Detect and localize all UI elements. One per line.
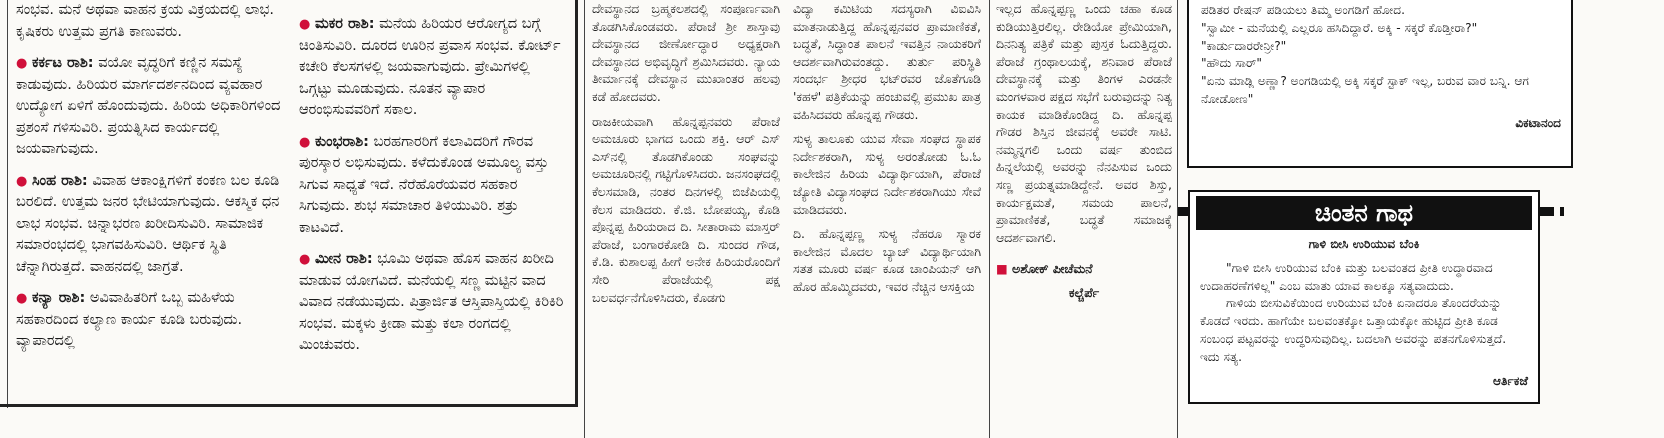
byline [996, 260, 1172, 301]
author-name: ಅಶೋಕ್ ಪೀಚೆಮನೆ [1012, 261, 1093, 277]
article-paragraph: ದಿ. ಹೊನ್ನಪ್ಪಣ್ಣ ಸುಳ್ಯ ನೆಹರೂ ಸ್ಮಾರಕ ಕಾಲೇಜಿನ ಮೊದಲ ಬ್ಯಾಚ್ ವಿದ್ಯಾರ್ಥಿಯಾಗಿ ಸತತ ಮೂರು ವರ್ಷ ಕೂಡ ಚಾಂಪಿಯನ್ ಆಗಿ ಹೊರ ಹೊಮ್ಮಿದವರು, ಇವರ ನೆಚ್ಚಿನ ಆಸಕ್ತಿಯ [793, 226, 981, 294]
chintana-paragraph: "ಗಾಳಿ ಬೀಸಿ ಉರಿಯುವ ಬೆಂಕಿ ಮತ್ತು ಬಲವಂತದ ಪ್ರೀತಿ ಉದ್ಧಾರವಾದ ಉದಾಹರಣೆಗಳಿಲ್ಲ" ಎಂಬ ಮಾತು ಯಾವ ಕಾಲಕ್ಕೂ ಸತ್ಯವಾದುದು. [1200, 260, 1493, 293]
horoscope-intro: ಸಂಭವ. ಮನೆ ಅಥವಾ ವಾಹನ ಕ್ರಯ ವಿಕ್ರಯದಲ್ಲಿ ಲಾಭ. ಕೃಷಿಕರು ಉತ್ತಮ ಪ್ರಗತಿ ಕಾಣುವರು. [16, 2, 274, 40]
box-right-rule [575, 0, 578, 407]
chintana-paragraph: ಗಾಳಿಯ ಬೀಸುವಿಕೆಯಿಂದ ಉರಿಯುವ ಬೆಂಕಿ ಏನಾದರೂ ತೊಂದರೆಯನ್ನು ಕೊಡದೆ ಇರದು. ಹಾಗೆಯೇ ಬಲವಂತಕ್ಕೋ ಒತ್ತಾಯಕ್ಕೋ ಹುಟ್ಟಿದ ಪ್ರೀತಿ ಕೂಡ ಸಂಬಂಧ ಪಟ್ಟವರನ್ನು ಉದ್ಧರಿಸುವುದಿಲ್ಲ. ಬದಲಾಗಿ ಅವರನ್ನು ಪತನಗೊಳಿಸುತ್ತದೆ. ಇದು ಸತ್ಯ. [1200, 296, 1507, 364]
chintana-box [1188, 190, 1540, 404]
joke-line: ಪಡಿತರ ರೇಷನ್ ಪಡಿಯಲು ತಿಮ್ಮ ಅಂಗಡಿಗೆ ಹೋದ. [1201, 3, 1405, 17]
joke-line: "ಕಾರ್ಡುದಾರರೇನ್ರೀ?" [1201, 38, 1287, 53]
column-divider [1177, 0, 1178, 438]
sign-name: ಕನ್ಯಾ ರಾಶಿ: [31, 290, 86, 306]
horoscope-item [16, 171, 284, 279]
sign-text: ಭೂಮಿ ಅಥವಾ ಹೊಸ ವಾಹನ ಖರೀದಿ ಮಾಡುವ ಯೋಗವಿದೆ. ಮನೆಯಲ್ಲಿ ಸಣ್ಣ ಮಟ್ಟಿನ ವಾದ ವಿವಾದ ನಡೆಯುವುದು. ಪಿತ್ರಾರ್ಜಿತ ಆಸ್ತಿಪಾಸ್ತಿಯಲ್ಲಿ ಕಿರಿಕಿರಿ ಸಂಭವ. ಮಕ್ಕಳು ಕ್ರೀಡಾ ಮತ್ತು ಕಲಾ ರಂಗದಲ್ಲಿ ಮಿಂಚುವರು. [299, 251, 564, 353]
column-divider [989, 0, 990, 438]
joke-line: "ಏನು ಮಾಡ್ಲಿ ಅಣ್ಣಾ? ಅಂಗಡಿಯಲ್ಲಿ ಅಕ್ಕಿ ಸಕ್ಕರೆ ಸ್ಟಾಕ್ ಇಲ್ಲ, ಬರುವ ವಾರ ಬನ್ನಿ. ಆಗ ನೋಡೋಣ" [1201, 74, 1529, 106]
horoscope-item [299, 249, 567, 357]
horoscope-item [299, 14, 567, 122]
sign-text: ವಿವಾಹ ಆಕಾಂಕ್ಷಿಗಳಿಗೆ ಕಂಕಣ ಬಲ ಕೂಡಿ ಬರಲಿದೆ. ಉತ್ತಮ ಜನರ ಭೇಟಿಯಾಗುವುದು. ಆಕಸ್ಮಿಕ ಧನ ಲಾಭ ಸಂಭವ. ಚಿನ್ನಾಭರಣ ಖರೀದಿಸುವಿರಿ. ಸಾಮಾಜಿಕ ಸಮಾರಂಭದಲ್ಲಿ ಭಾಗವಹಿಸುವಿರಿ. ಆರ್ಥಿಕ ಸ್ಥಿತಿ ಚೆನ್ನಾಗಿರುತ್ತದೆ. ವಾಹನದಲ್ಲಿ ಜಾಗ್ರತೆ. [16, 172, 280, 275]
author-place: ಕಲ್ಚೆರ್ಪೆ [1068, 284, 1100, 300]
horoscope-item [299, 132, 567, 240]
joke-box [1187, 0, 1573, 168]
sign-text: ಬರಹಗಾರರಿಗೆ ಕಲಾವಿದರಿಗೆ ಗೌರವ ಪುರಸ್ಕಾರ ಲಭಿಸುವುದು. ಕಳೆದುಕೊಂಡ ಅಮೂಲ್ಯ ವಸ್ತು ಸಿಗುವ ಸಾಧ್ಯತೆ ಇದೆ. ನೆರೆಹೊರೆಯವರ ಸಹಕಾರ ಸಿಗುವುದು. ಶುಭ ಸಮಾಚಾರ ತಿಳಿಯುವಿರಿ. ಶತ್ರು ಕಾಟವಿದೆ. [299, 133, 549, 236]
sign-name: ಕುಂಭರಾಶಿ: [314, 133, 369, 150]
sign-text: ಅವಿವಾಹಿತರಿಗೆ ಒಬ್ಬ ಮಹಿಳೆಯ ಸಹಕಾರದಿಂದ ಕಲ್ಯಾಣ ಕಾರ್ಯ ಕೂಡಿ ಬರುವುದು. ವ್ಯಾಪಾರದಲ್ಲಿ [16, 290, 243, 349]
horoscope-item [16, 288, 284, 353]
bullet-icon: ● [299, 17, 311, 32]
horoscope-column-right [299, 0, 567, 414]
joke-line: "ಹೌದು ಸಾರ್" [1201, 56, 1262, 71]
sign-name: ಸಿಂಹ ರಾಶಿ: [31, 172, 88, 189]
bullet-icon: ● [16, 291, 28, 306]
chintana-body [1200, 236, 1528, 390]
chintana-subtitle: ಗಾಳಿ ಬೀಸಿ ಉರಿಯುವ ಬೆಂಕಿ [1308, 237, 1420, 251]
article-column-1 [592, 0, 780, 438]
horoscope-column-left [16, 0, 284, 404]
joke-signature: ವಿಕಟಾನಂದ [1515, 115, 1561, 130]
chintana-banner: ಚಿಂತನ ಗಾಥ [1196, 196, 1532, 230]
article-paragraph: ಸುಳ್ಯ ತಾಲೂಕು ಯುವ ಸೇವಾ ಸಂಘದ ಸ್ಥಾಪಕ ನಿರ್ದೇಶಕರಾಗಿ, ಸುಳ್ಯ ಅರಂತೋಡು ಓ.ಓ ಕಾಲೇಜಿನ ಹಿರಿಯ ವಿದ್ಯಾರ್ಥಿಯಾಗಿ, ಪೆರಾಜೆ ಜ್ಯೋತಿ ವಿದ್ಯಾಸಂಘದ ನಿರ್ದೇಶಕರಾಗಿಯು ಸೇವೆ ಮಾಡಿದವರು. [793, 131, 981, 217]
article-paragraph: ರಾಜಕೀಯವಾಗಿ ಹೊನ್ನಪ್ಪನವರು ಪೆರಾಜೆ ಅಮಚೂರು ಭಾಗದ ಒಂದು ಶಕ್ತಿ. ಆರ್ ಎಸ್ ಎಸ್‌ನಲ್ಲಿ ತೊಡಗಿಕೊಂಡು ಸಂಘವನ್ನು ಅಮಚೂರಿನಲ್ಲಿ ಗಟ್ಟಿಗೊಳಿಸಿದರು. ಜನಸಂಘದಲ್ಲಿ ಕೆಲಸಮಾಡಿ, ನಂತರ ದಿನಗಳಲ್ಲಿ ಬಿಜೆಪಿಯಲ್ಲಿ ಕೆಲಸ ಮಾಡಿದರು. ಕೆ.ಜಿ. ಬೋಪಯ್ಯ, ಕೊಡಿ ಪೊನ್ನಪ್ಪ ಹಿರಿಯರಾದ ದಿ. ಸೀತಾರಾಮ ಮಾಸ್ತರ್ ಪೆರಾಜೆ, ಬಂಗಾರಕೋಡಿ ದಿ. ಸುಂದರ ಗೌಡ, ಕೆ.ಡಿ. ಕುಶಾಲಪ್ಪ ಹೀಗೆ ಅನೇಕ ಹಿರಿಯರೊಂದಿಗೆ ಸೇರಿ ಪೆರಾಜೆಯಲ್ಲಿ ಪಕ್ಷ ಬಲವರ್ಧನೆಗೊಳಿಸಿದರು, ಕೊಡಗು [592, 113, 780, 305]
banner-dashes-right [1540, 207, 1564, 216]
bullet-icon: ● [16, 56, 28, 71]
column-divider [584, 0, 585, 438]
column-divider [7, 0, 8, 408]
square-icon: ■ [996, 261, 1008, 277]
sign-name: ಮಕರ ರಾಶಿ: [314, 16, 375, 32]
bullet-icon: ● [16, 173, 28, 189]
sign-name: ಕರ್ಕಟ ರಾಶಿ: [31, 55, 94, 71]
article-paragraph: ಇಲ್ಲದ ಹೊನ್ನಪ್ಪಣ್ಣ ಒಂದು ಚಹಾ ಕೂಡ ಕುಡಿಯುತ್ತಿರಲಿಲ್ಲ. ರೇಡಿಯೋ ಪ್ರೇಮಿಯಾಗಿ, ದಿನನಿತ್ಯ ಪತ್ರಿಕೆ ಮತ್ತು ಪುಸ್ತಕ ಓದುತ್ತಿದ್ದರು. ಪೆರಾಜೆ ಗ್ರಂಥಾಲಯಕ್ಕೆ, ಶನಿವಾರ ಪೆರಾಜೆ ದೇವಸ್ಥಾನಕ್ಕೆ ಮತ್ತು ತಿಂಗಳ ಎರಡನೇ ಮಂಗಳವಾರ ಪಕ್ಷದ ಸಭೆಗೆ ಬರುವುದನ್ನು ನಿತ್ಯ ಕಾಯಕ ಮಾಡಿಕೊಂಡಿದ್ದ ದಿ. ಹೊನ್ನಪ್ಪ ಗೌಡರ ಶಿಸ್ತಿನ ಜೀವನಕ್ಕೆ ಅವರೇ ಸಾಟಿ. ನಮ್ಮನ್ನಗಲಿ ಒಂದು ವರ್ಷ ತುಂಬಿದ ಹಿನ್ನಲೆಯಲ್ಲಿ ಅವರನ್ನು ನೆನಪಿಸುವ ಒಂದು ಸಣ್ಣ ಪ್ರಯತ್ನಮಾಡಿದ್ದೇನೆ. ಅವರ ಶಿಸ್ತು, ಕಾರ್ಯಕ್ಷಮತೆ, ಸಮಯ ಪಾಲನೆ, ಪ್ರಾಮಾಣಿಕತೆ, ಬದ್ಧತೆ ಸಮಾಜಕ್ಕೆ ಆದರ್ಶವಾಗಲಿ. [996, 1, 1172, 245]
article-column-2 [793, 0, 981, 438]
article-column-3 [996, 0, 1172, 438]
sign-text: ವಯೋ ವೃದ್ಧರಿಗೆ ಕಣ್ಣಿನ ಸಮಸ್ಯೆ ಕಾಡುವುದು. ಹಿರಿಯರ ಮಾರ್ಗದರ್ಶನದಿಂದ ವ್ಯವಹಾರ ಉದ್ಯೋಗ ಏಳಿಗೆ ಹೊಂದುವುದು. ಹಿರಿಯ ಅಧಿಕಾರಿಗಳಿಂದ ಪ್ರಶಂಸೆ ಗಳಿಸುವಿರಿ. ಪ್ರಯತ್ನಿಸಿದ ಕಾರ್ಯದಲ್ಲಿ ಜಯವಾಗುವುದು. [16, 55, 281, 157]
article-paragraph: ವಿದ್ಯಾ ಕಮಿಟಿಯ ಸದಸ್ಯರಾಗಿ ವಿಐವಿಸಿ ಮಾತನಾಡುತ್ತಿದ್ದ ಹೊನ್ನಪ್ಪನವರ ಪ್ರಾಮಾಣಿಕತೆ, ಬದ್ಧತೆ, ಸಿದ್ಧಾಂತ ಪಾಲನೆ ಇವತ್ತಿನ ನಾಯಕರಿಗೆ ಆದರ್ಶವಾಗಿರುವಂತದ್ದು. ತುರ್ತು ಪರಿಸ್ಥಿತಿ ಸಂದರ್ಭ ಶ್ರೀಧರ ಭಟ್‌ರವರ ಜೊತೆಗೂಡಿ 'ಕಹಳೆ' ಪತ್ರಿಕೆಯನ್ನು ಹಂಚುವಲ್ಲಿ ಪ್ರಮುಖ ಪಾತ್ರ ವಹಿಸಿದವರು ಹೊನ್ನಪ್ಪ ಗೌಡರು. [793, 1, 981, 122]
chintana-signature: ಆರ್ತಿಕಜೆ [1493, 373, 1528, 388]
article-paragraph: ದೇವಸ್ಥಾನದ ಬ್ರಹ್ಮಕಲಶದಲ್ಲಿ ಸಂಪೂರ್ಣವಾಗಿ ತೊಡಗಿಸಿಕೊಂಡವರು. ಪೆರಾಜೆ ಶ್ರೀ ಶಾಸ್ತಾವು ದೇವಸ್ಥಾನದ ಜೀರ್ಣೋದ್ಧಾರ ಅಧ್ಯಕ್ಷರಾಗಿ ದೇವಸ್ಥಾನದ ಅಭಿವೃದ್ಧಿಗೆ ಶ್ರಮಿಸಿದವರು. ನ್ಯಾಯ ತೀರ್ಮಾನಕ್ಕೆ ದೇವಸ್ಥಾನ ಮುಖಾಂತರ ಹಲವು ಕಡೆ ಹೋದವರು. [592, 1, 780, 104]
bullet-icon: ● [299, 134, 311, 150]
sign-text: ಮನೆಯ ಹಿರಿಯರ ಆರೋಗ್ಯದ ಬಗ್ಗೆ ಚಿಂತಿಸುವಿರಿ. ದೂರದ ಊರಿನ ಪ್ರವಾಸ ಸಂಭವ. ಕೋರ್ಟ್ ಕಚೇರಿ ಕೆಲಸಗಳಲ್ಲಿ ಜಯವಾಗುವುದು. ಪ್ರೇಮಿಗಳಲ್ಲಿ ಒಗ್ಗಟ್ಟು ಮೂಡುವುದು. ನೂತನ ವ್ಯಾಪಾರ ಆರಂಭಿಸುವವರಿಗೆ ಸಕಾಲ. [299, 16, 561, 118]
sign-name: ಮೀನ ರಾಶಿ: [314, 251, 373, 267]
horoscope-item [16, 53, 284, 161]
bullet-icon: ● [299, 252, 311, 267]
joke-line: "ಸ್ವಾಮೀ - ಮನೆಯಲ್ಲಿ ಎಲ್ಲರೂ ಹಸಿದಿದ್ದಾರೆ. ಅಕ್ಕಿ - ಸಕ್ಕರೆ ಕೊಡ್ತೀರಾ?" [1201, 20, 1478, 35]
